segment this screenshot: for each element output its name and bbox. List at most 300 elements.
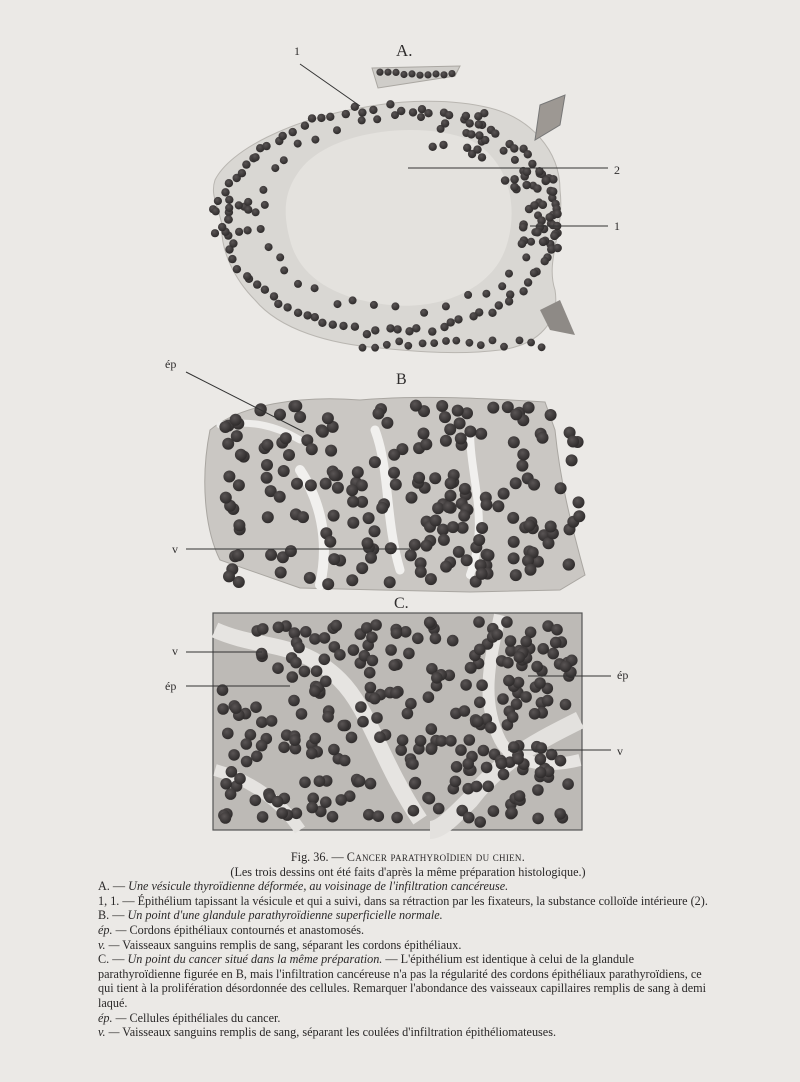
cell-nucleus: [225, 788, 237, 800]
cell-nucleus: [385, 542, 397, 554]
cell-nucleus: [510, 183, 519, 192]
cell-nucleus: [507, 512, 519, 524]
cell-nucleus: [289, 734, 301, 746]
cell-nucleus: [362, 537, 374, 549]
cell-nucleus: [244, 206, 252, 214]
caption-b-v-key: v. —: [98, 937, 120, 952]
cell-nucleus: [454, 315, 462, 323]
cell-nucleus: [510, 144, 518, 152]
cell-nucleus: [265, 549, 277, 561]
annotation-a-1-right: 1: [614, 219, 620, 233]
cell-nucleus: [438, 534, 450, 546]
leader-a-1-top: [300, 64, 360, 106]
cell-nucleus: [566, 454, 578, 466]
cell-nucleus: [273, 622, 285, 634]
annotation-c-v-left: v: [172, 644, 178, 658]
cell-nucleus: [533, 228, 542, 237]
cell-nucleus: [320, 796, 332, 808]
cell-nucleus: [442, 337, 450, 345]
cell-nucleus: [373, 115, 381, 123]
cell-nucleus: [510, 569, 522, 581]
cell-nucleus: [553, 244, 562, 253]
cell-nucleus: [417, 113, 425, 121]
cell-nucleus: [464, 426, 476, 438]
cell-nucleus: [322, 412, 334, 424]
cell-nucleus: [415, 735, 427, 747]
cell-nucleus: [338, 720, 350, 732]
caption-entry-c-v: [98, 1025, 718, 1040]
cell-nucleus: [342, 110, 350, 118]
cell-nucleus: [283, 303, 291, 311]
cell-nucleus: [421, 540, 433, 552]
cell-nucleus: [518, 449, 530, 461]
cell-nucleus: [386, 324, 394, 332]
cell-nucleus: [555, 482, 567, 494]
caption-a-key: A. —: [98, 879, 126, 894]
cell-nucleus: [443, 501, 455, 513]
cell-nucleus: [261, 439, 273, 451]
cell-nucleus: [452, 405, 464, 417]
cell-nucleus: [371, 326, 379, 334]
cell-nucleus: [459, 483, 471, 495]
cell-nucleus: [280, 156, 288, 164]
cell-nucleus: [573, 510, 585, 522]
cell-nucleus: [293, 642, 305, 654]
cell-nucleus: [415, 566, 427, 578]
cell-nucleus: [233, 265, 241, 273]
cell-nucleus: [243, 272, 251, 280]
cell-nucleus: [366, 632, 378, 644]
panel-a-right-fragment: [535, 95, 565, 140]
cell-nucleus: [535, 753, 547, 765]
cell-nucleus: [501, 616, 513, 628]
cell-nucleus: [405, 549, 417, 561]
cell-nucleus: [270, 292, 278, 300]
cell-nucleus: [211, 229, 219, 237]
cell-nucleus: [563, 559, 575, 571]
cell-nucleus: [420, 438, 432, 450]
cell-nucleus: [524, 150, 532, 158]
cell-nucleus: [261, 472, 273, 484]
cell-nucleus: [534, 677, 546, 689]
cell-nucleus: [553, 210, 562, 219]
cell-nucleus: [257, 225, 265, 233]
cell-nucleus: [235, 201, 243, 209]
annotation-c-ep-right: ép: [617, 668, 629, 682]
cell-nucleus: [324, 536, 336, 548]
cell-nucleus: [285, 545, 297, 557]
cell-nucleus: [473, 534, 485, 546]
cell-nucleus: [383, 341, 391, 349]
cell-nucleus: [473, 145, 481, 153]
cell-nucleus: [510, 408, 522, 420]
annotation-a-2: 2: [614, 163, 620, 177]
cell-nucleus: [233, 519, 245, 531]
cell-nucleus: [309, 685, 321, 697]
cell-nucleus: [235, 449, 247, 461]
cell-nucleus: [430, 515, 442, 527]
cell-nucleus: [290, 400, 302, 412]
cell-nucleus: [476, 568, 488, 580]
cell-nucleus: [252, 208, 260, 216]
cell-nucleus: [330, 620, 342, 632]
cell-nucleus: [508, 536, 520, 548]
cell-nucleus: [319, 632, 331, 644]
cell-nucleus: [311, 136, 319, 144]
cell-nucleus: [297, 511, 309, 523]
cell-nucleus: [487, 402, 499, 414]
cell-nucleus: [523, 402, 535, 414]
cell-nucleus: [222, 438, 234, 450]
cell-nucleus: [402, 708, 414, 720]
cell-nucleus: [275, 567, 287, 579]
cell-nucleus: [335, 794, 347, 806]
cell-nucleus: [483, 549, 495, 561]
cell-nucleus: [404, 342, 412, 350]
cell-nucleus: [328, 744, 340, 756]
caption-fig-number: Fig. 36. —: [290, 850, 344, 864]
cell-nucleus: [428, 327, 436, 335]
cell-nucleus: [519, 287, 527, 295]
cell-nucleus: [464, 734, 476, 746]
cell-nucleus: [532, 784, 544, 796]
cell-nucleus: [463, 812, 475, 824]
cell-nucleus: [317, 426, 329, 438]
cell-nucleus: [223, 471, 235, 483]
cell-nucleus: [364, 667, 376, 679]
cell-nucleus: [516, 460, 528, 472]
cell-nucleus: [488, 805, 500, 817]
cell-nucleus: [472, 716, 484, 728]
cell-nucleus: [329, 469, 341, 481]
cell-nucleus: [311, 284, 319, 292]
panel-c-label: C.: [394, 595, 409, 612]
cell-nucleus: [405, 327, 413, 335]
cell-nucleus: [495, 301, 503, 309]
cell-nucleus: [537, 432, 549, 444]
cell-nucleus: [388, 449, 400, 461]
cell-nucleus: [573, 496, 585, 508]
caption-c-key: C. —: [98, 952, 125, 967]
cell-nucleus: [550, 232, 559, 241]
cell-nucleus: [351, 323, 359, 331]
caption-entry-b-ep: [98, 923, 718, 938]
cell-nucleus: [391, 627, 403, 639]
cell-nucleus: [381, 417, 393, 429]
caption-a-text: Une vésicule thyroïdienne déformée, au voisinage de l'infiltration cancéreuse.: [128, 879, 509, 894]
cell-nucleus: [531, 661, 543, 673]
cell-nucleus: [440, 435, 452, 447]
cell-nucleus: [475, 428, 487, 440]
cell-nucleus: [365, 552, 377, 564]
cell-nucleus: [288, 695, 300, 707]
cell-nucleus: [510, 477, 522, 489]
cell-nucleus: [508, 741, 520, 753]
cell-nucleus: [370, 619, 382, 631]
cell-nucleus: [262, 511, 274, 523]
cell-nucleus: [424, 109, 432, 117]
cell-nucleus: [508, 552, 520, 564]
cell-nucleus: [296, 708, 308, 720]
cell-nucleus: [256, 716, 268, 728]
cell-nucleus: [482, 781, 494, 793]
cell-nucleus: [510, 175, 519, 184]
cell-nucleus: [357, 716, 369, 728]
cell-nucleus: [228, 255, 236, 263]
cell-nucleus: [409, 108, 417, 116]
cell-nucleus: [441, 119, 449, 127]
cell-nucleus: [391, 302, 399, 310]
cell-nucleus: [301, 122, 309, 130]
cell-nucleus: [347, 496, 359, 508]
cell-nucleus: [373, 408, 385, 420]
cell-nucleus: [550, 637, 562, 649]
cell-nucleus: [384, 576, 396, 588]
cell-nucleus: [261, 201, 269, 209]
cell-nucleus: [355, 701, 367, 713]
cell-nucleus: [333, 126, 341, 134]
caption-entry-c-ep: [98, 1011, 718, 1026]
cell-nucleus: [445, 111, 453, 119]
cell-nucleus: [299, 666, 311, 678]
cell-nucleus: [416, 72, 423, 79]
cell-nucleus: [529, 708, 541, 720]
caption-b-text: Un point d'une glandule parathyroïdienne superficielle normale.: [127, 908, 443, 923]
annotation-c-v-right: v: [617, 744, 623, 758]
cell-nucleus: [304, 572, 316, 584]
cell-nucleus: [391, 111, 399, 119]
cell-nucleus: [532, 813, 544, 825]
cell-nucleus: [354, 775, 366, 787]
cell-nucleus: [235, 228, 243, 236]
cell-nucleus: [481, 499, 493, 511]
panel-a-drawing: [209, 66, 575, 353]
cell-nucleus: [223, 570, 235, 582]
cell-nucleus: [496, 758, 508, 770]
cell-nucleus: [539, 200, 548, 209]
cell-nucleus: [455, 744, 467, 756]
cell-nucleus: [523, 167, 532, 176]
cell-nucleus: [545, 409, 557, 421]
cell-nucleus: [371, 712, 383, 724]
cell-nucleus: [523, 519, 535, 531]
cell-nucleus: [505, 270, 513, 278]
cell-nucleus: [365, 682, 377, 694]
caption-c-text: — L'épithélium est identique à celui de la glandule parathyroïdienne figurée en B, mais l'infiltration cancéreuse n'a pas la régularité des cordons épithéliaux parathyroïdiens, ce qui tient à la prolifération désordonnée des cellules. Remarquer l'abondance des vaisseaux capillaires remplis de sang à demi laqué.: [98, 952, 706, 1010]
cell-nucleus: [385, 644, 397, 656]
cell-nucleus: [365, 778, 377, 790]
caption-entry-a: [98, 879, 718, 894]
cell-nucleus: [512, 753, 524, 765]
cell-nucleus: [424, 617, 436, 629]
cell-nucleus: [222, 728, 234, 740]
cell-nucleus: [294, 309, 302, 317]
cell-nucleus: [254, 404, 266, 416]
cell-nucleus: [527, 339, 535, 347]
cell-nucleus: [445, 735, 457, 747]
cell-nucleus: [242, 160, 250, 168]
cell-nucleus: [376, 502, 388, 514]
caption-b-key: B. —: [98, 908, 125, 923]
cell-nucleus: [218, 223, 226, 231]
cell-nucleus: [477, 341, 485, 349]
cell-nucleus: [491, 129, 499, 137]
cell-nucleus: [451, 761, 463, 773]
cell-nucleus: [426, 743, 438, 755]
cell-nucleus: [369, 106, 377, 114]
cell-nucleus: [516, 337, 524, 345]
cell-nucleus: [241, 756, 253, 768]
cell-nucleus: [318, 319, 326, 327]
annotation-a-1-top: 1: [294, 44, 300, 58]
cell-nucleus: [251, 153, 259, 161]
cell-nucleus: [306, 802, 318, 814]
cell-nucleus: [276, 807, 288, 819]
cell-nucleus: [386, 100, 394, 108]
cell-nucleus: [530, 201, 539, 210]
cell-nucleus: [431, 672, 443, 684]
cell-nucleus: [266, 715, 278, 727]
cell-nucleus: [220, 778, 232, 790]
cell-nucleus: [536, 742, 548, 754]
cell-nucleus: [332, 482, 344, 494]
cell-nucleus: [220, 812, 232, 824]
cell-nucleus: [278, 742, 290, 754]
cell-nucleus: [420, 309, 428, 317]
cell-nucleus: [464, 291, 472, 299]
cell-nucleus: [251, 751, 263, 763]
cell-nucleus: [412, 633, 424, 645]
cell-nucleus: [320, 676, 332, 688]
cell-nucleus: [429, 143, 437, 151]
cell-nucleus: [309, 733, 321, 745]
cell-nucleus: [212, 207, 220, 215]
cell-nucleus: [439, 411, 451, 423]
cell-nucleus: [560, 699, 572, 711]
cell-nucleus: [363, 512, 375, 524]
caption-entry-a1: [98, 894, 718, 909]
caption-c-italic: Un point du cancer situé dans la même préparation.: [127, 952, 383, 967]
cell-nucleus: [467, 130, 475, 138]
cell-nucleus: [225, 196, 233, 204]
cell-nucleus: [551, 624, 563, 636]
cell-nucleus: [463, 144, 471, 152]
caption-b-ep-text: Cordons épithéliaux contournés et anastomosés.: [129, 922, 365, 937]
cell-nucleus: [291, 478, 303, 490]
cell-nucleus: [280, 432, 292, 444]
cell-nucleus: [271, 164, 279, 172]
cell-nucleus: [560, 661, 572, 673]
cell-nucleus: [230, 702, 242, 714]
cell-nucleus: [533, 184, 542, 193]
cell-nucleus: [426, 723, 438, 735]
cell-nucleus: [225, 179, 233, 187]
panel-a-label: A.: [396, 41, 413, 60]
cell-nucleus: [409, 778, 421, 790]
cell-nucleus: [482, 290, 490, 298]
cell-nucleus: [485, 722, 497, 734]
cell-nucleus: [214, 197, 222, 205]
cell-nucleus: [497, 693, 509, 705]
cell-nucleus: [305, 479, 317, 491]
cell-nucleus: [498, 282, 506, 290]
cell-nucleus: [476, 679, 488, 691]
cell-nucleus: [459, 705, 471, 717]
cell-nucleus: [256, 740, 268, 752]
cell-nucleus: [518, 239, 527, 248]
cell-nucleus: [392, 69, 399, 76]
cell-nucleus: [356, 562, 368, 574]
cell-nucleus: [290, 657, 302, 669]
cell-nucleus: [492, 500, 504, 512]
cell-nucleus: [469, 312, 477, 320]
cell-nucleus: [547, 648, 559, 660]
cell-nucleus: [507, 711, 519, 723]
cell-nucleus: [466, 339, 474, 347]
cell-nucleus: [328, 510, 340, 522]
cell-nucleus: [549, 187, 558, 196]
cell-nucleus: [395, 338, 403, 346]
cell-nucleus: [256, 648, 268, 660]
cell-nucleus: [522, 253, 530, 261]
caption-entry-c: [98, 952, 718, 1010]
cell-nucleus: [462, 758, 474, 770]
cell-nucleus: [369, 456, 381, 468]
cell-nucleus: [530, 269, 538, 277]
cell-nucleus: [262, 142, 270, 150]
cell-nucleus: [253, 280, 261, 288]
cell-nucleus: [299, 777, 311, 789]
cell-nucleus: [370, 301, 378, 309]
panel-c-drawing: [213, 613, 582, 830]
cell-nucleus: [413, 472, 425, 484]
caption-c-v-key: v. —: [98, 1025, 120, 1040]
panel-a-colloid: [286, 130, 512, 306]
cell-nucleus: [462, 112, 470, 120]
cell-nucleus: [440, 323, 448, 331]
cell-nucleus: [346, 574, 358, 586]
caption-entry-b: [98, 908, 718, 923]
cell-nucleus: [478, 153, 486, 161]
caption-c-v-text: Vaisseaux sanguins remplis de sang, séparant les coulées d'infiltration épithéliomateuses.: [122, 1025, 556, 1040]
cell-nucleus: [514, 651, 526, 663]
cell-nucleus: [430, 633, 442, 645]
cell-nucleus: [276, 253, 284, 261]
cell-nucleus: [219, 421, 231, 433]
cell-nucleus: [238, 169, 246, 177]
cell-nucleus: [445, 490, 457, 502]
cell-nucleus: [418, 428, 430, 440]
annotation-c-ep-left: ép: [165, 679, 177, 693]
cell-nucleus: [300, 626, 312, 638]
cell-nucleus: [527, 238, 535, 246]
cell-nucleus: [241, 738, 253, 750]
cell-nucleus: [439, 141, 447, 149]
cell-nucleus: [408, 70, 415, 77]
cell-nucleus: [359, 344, 367, 352]
cell-nucleus: [511, 156, 519, 164]
cell-nucleus: [491, 629, 503, 641]
cell-nucleus: [474, 816, 486, 828]
panel-b-label: B: [396, 371, 407, 388]
cell-nucleus: [225, 204, 233, 212]
cell-nucleus: [473, 616, 485, 628]
cell-nucleus: [232, 549, 244, 561]
caption-b-ep-key: ép. —: [98, 922, 127, 937]
cell-nucleus: [400, 71, 407, 78]
cell-nucleus: [294, 411, 306, 423]
cell-nucleus: [432, 70, 439, 77]
